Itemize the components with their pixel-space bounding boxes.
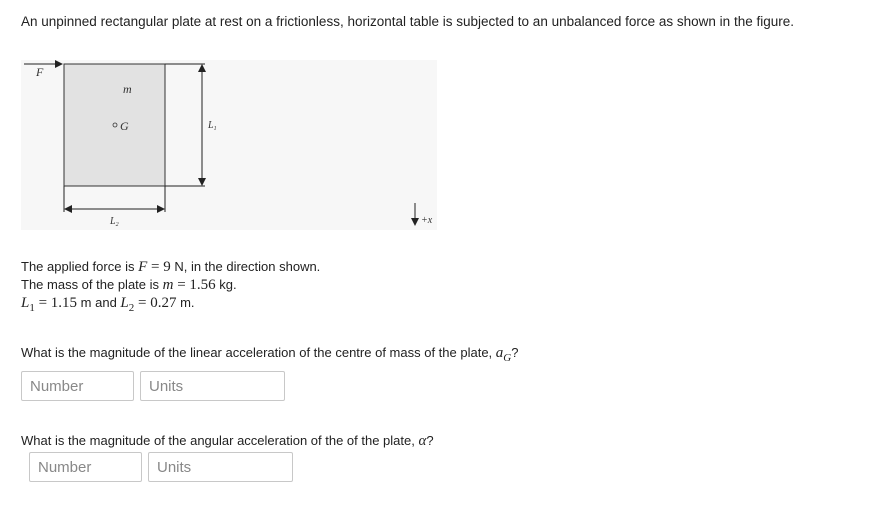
length2-label: $L_2$	[110, 216, 119, 228]
axis-label: +x	[421, 215, 433, 226]
given-length-line: $L_1 = 1.15$ m and $L_2 = 0.27$ m.	[21, 295, 195, 314]
plate-diagram	[21, 60, 437, 230]
question-angular-acceleration: What is the magnitude of the angular acceleration of the of the plate, α?	[21, 433, 434, 449]
alpha-symbol: α	[418, 433, 427, 449]
l1-symbol: $L_1$	[21, 295, 35, 314]
force-value: = 9	[147, 259, 171, 275]
accel-symbol: $a_G$	[495, 345, 512, 364]
force-symbol: F	[138, 259, 148, 275]
l2-symbol: $L_2$	[120, 295, 135, 314]
angular-accel-units-input[interactable]	[148, 452, 293, 482]
length1-label: $L_1$	[208, 120, 217, 132]
given-force-line: The applied force is F = 9 N, in the direction shown.	[21, 259, 321, 275]
l1-value: = 1.15	[34, 295, 78, 311]
force-label: F	[36, 65, 44, 79]
question-linear-acceleration: What is the magnitude of the linear acceleration of the centre of mass of the plate, $a_G$?	[21, 345, 519, 364]
angular-accel-number-input[interactable]	[29, 452, 142, 482]
mass-symbol: m	[162, 277, 174, 293]
mass-value: = 1.56	[173, 277, 216, 293]
given-values	[21, 258, 320, 317]
plate-rectangle	[64, 64, 165, 186]
center-label: G	[120, 119, 129, 133]
l2-value: = 0.27	[134, 295, 177, 311]
plate-figure	[21, 60, 437, 230]
linear-accel-units-input[interactable]	[140, 371, 285, 401]
linear-accel-number-input[interactable]	[21, 371, 134, 401]
problem-intro: An unpinned rectangular plate at rest on a frictionless, horizontal table is subjected to an unbalanced force as shown in the figure.	[21, 14, 794, 29]
mass-label: m	[123, 82, 132, 96]
given-mass-line: The mass of the plate is m = 1.56 kg.	[21, 277, 237, 293]
